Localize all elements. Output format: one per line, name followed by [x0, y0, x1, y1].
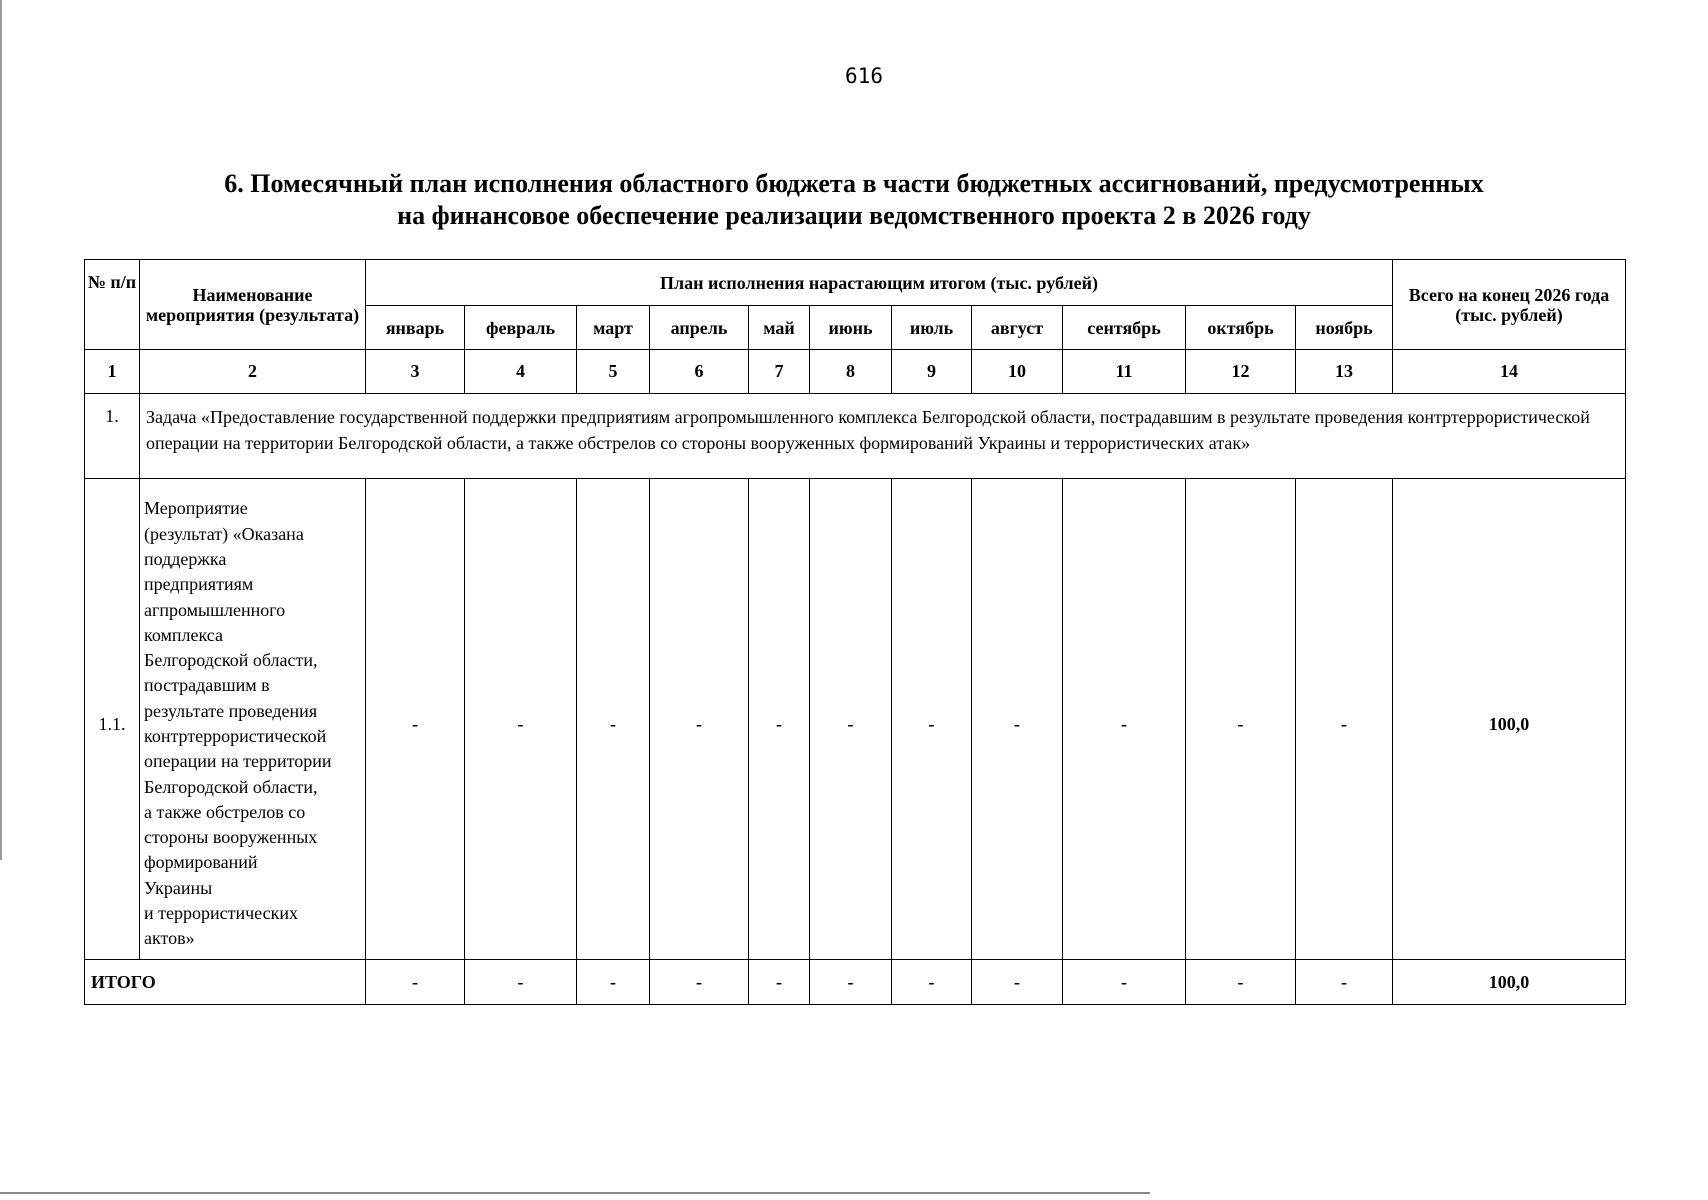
activity-text-line: агпромышленного: [144, 599, 286, 620]
total-month-value: -: [972, 960, 1063, 1005]
header-month: август: [972, 306, 1063, 350]
header-month: январь: [366, 306, 465, 350]
header-month: апрель: [650, 306, 749, 350]
scan-edge-bottom: [0, 1192, 1150, 1194]
activity-text-line: Белгородской области,: [144, 776, 318, 797]
header-month: март: [577, 306, 650, 350]
header-plan-group: План исполнения нарастающим итогом (тыс. рублей): [366, 260, 1393, 306]
activity-text-line: стороны вооруженных: [144, 827, 318, 848]
column-number: 4: [465, 350, 577, 394]
total-month-value: -: [1296, 960, 1393, 1005]
header-month: ноябрь: [1296, 306, 1393, 350]
activity-text-line: и террористических: [144, 903, 298, 924]
grand-total-value: 100,0: [1393, 960, 1626, 1005]
activity-month-value: -: [972, 479, 1063, 960]
title-line-2: на финансовое обеспечение реализации ведомственного проекта 2 в 2026 году: [397, 201, 1311, 230]
column-number: 6: [650, 350, 749, 394]
total-month-value: -: [366, 960, 465, 1005]
total-month-value: -: [577, 960, 650, 1005]
column-number: 2: [140, 350, 366, 394]
activity-text: [140, 479, 366, 960]
activity-text-line: операции на территории: [144, 751, 332, 772]
header-month: февраль: [465, 306, 577, 350]
activity-month-value: -: [1186, 479, 1296, 960]
task-num: 1.: [85, 394, 140, 479]
activity-month-value: -: [810, 479, 892, 960]
activity-text-line: а также обстрелов со: [144, 801, 306, 822]
total-month-value: -: [749, 960, 810, 1005]
column-number: 3: [366, 350, 465, 394]
column-number: 7: [749, 350, 810, 394]
page-number: 616: [845, 64, 883, 88]
header-month: июль: [892, 306, 972, 350]
column-number: 14: [1393, 350, 1626, 394]
activity-month-value: -: [1063, 479, 1186, 960]
activity-text-line: актов»: [144, 928, 195, 949]
activity-text-line: Мероприятие: [144, 498, 248, 519]
column-number: 12: [1186, 350, 1296, 394]
header-name: Наименование мероприятия (результата): [140, 260, 366, 350]
activity-month-value: -: [892, 479, 972, 960]
title-line-1: 6. Помесячный план исполнения областного бюджета в части бюджетных ассигнований, предусмотренных: [224, 169, 1484, 198]
total-month-value: -: [1063, 960, 1186, 1005]
activity-month-value: -: [749, 479, 810, 960]
column-number: 10: [972, 350, 1063, 394]
activity-text-line: поддержка: [144, 548, 227, 569]
page-title: [84, 168, 1624, 232]
task-row: [85, 394, 1626, 479]
header-month: сентябрь: [1063, 306, 1186, 350]
activity-month-value: -: [1296, 479, 1393, 960]
activity-text-line: комплекса: [144, 624, 223, 645]
column-number: 13: [1296, 350, 1393, 394]
total-month-value: -: [810, 960, 892, 1005]
column-number: 11: [1063, 350, 1186, 394]
task-text: Задача «Предоставление государственной поддержки предприятиям агропромышленного комплекса Белгородской области, пострадавшим в результате проведения контртеррористической операции на территории Белгородской области, а также обстрелов со стороны вооруженных формирований Украины и террористических атак»: [140, 394, 1626, 479]
header-month: май: [749, 306, 810, 350]
header-num: № п/п: [85, 260, 140, 350]
activity-text-line: (результат) «Оказана: [144, 523, 304, 544]
total-month-value: -: [465, 960, 577, 1005]
activity-text-line: пострадавшим в: [144, 675, 270, 696]
activity-num: 1.1.: [85, 479, 140, 960]
activity-text-line: результате проведения: [144, 700, 318, 721]
column-number: 5: [577, 350, 650, 394]
activity-month-value: -: [577, 479, 650, 960]
total-month-value: -: [892, 960, 972, 1005]
column-number: 8: [810, 350, 892, 394]
activity-text-line: контртеррористической: [144, 726, 327, 746]
total-row: [85, 960, 1626, 1005]
budget-plan-table: [84, 259, 1626, 1005]
column-number: 1: [85, 350, 140, 394]
activity-month-value: -: [366, 479, 465, 960]
column-numbers-row: [85, 350, 1626, 394]
scan-edge-left: [0, 0, 2, 860]
activity-text-line: Белгородской области,: [144, 650, 318, 671]
total-month-value: -: [650, 960, 749, 1005]
header-total: Всего на конец 2026 года (тыс. рублей): [1393, 260, 1626, 350]
column-number: 9: [892, 350, 972, 394]
activity-text-line: предприятиям: [144, 574, 254, 595]
total-label: ИТОГО: [85, 960, 366, 1005]
activity-text-line: Украины: [144, 877, 213, 898]
header-month: октябрь: [1186, 306, 1296, 350]
activity-month-value: -: [650, 479, 749, 960]
activity-total-value: 100,0: [1393, 479, 1626, 960]
header-month: июнь: [810, 306, 892, 350]
activity-month-value: -: [465, 479, 577, 960]
activity-row: [85, 479, 1626, 960]
activity-text-line: формирований: [144, 852, 258, 873]
total-month-value: -: [1186, 960, 1296, 1005]
